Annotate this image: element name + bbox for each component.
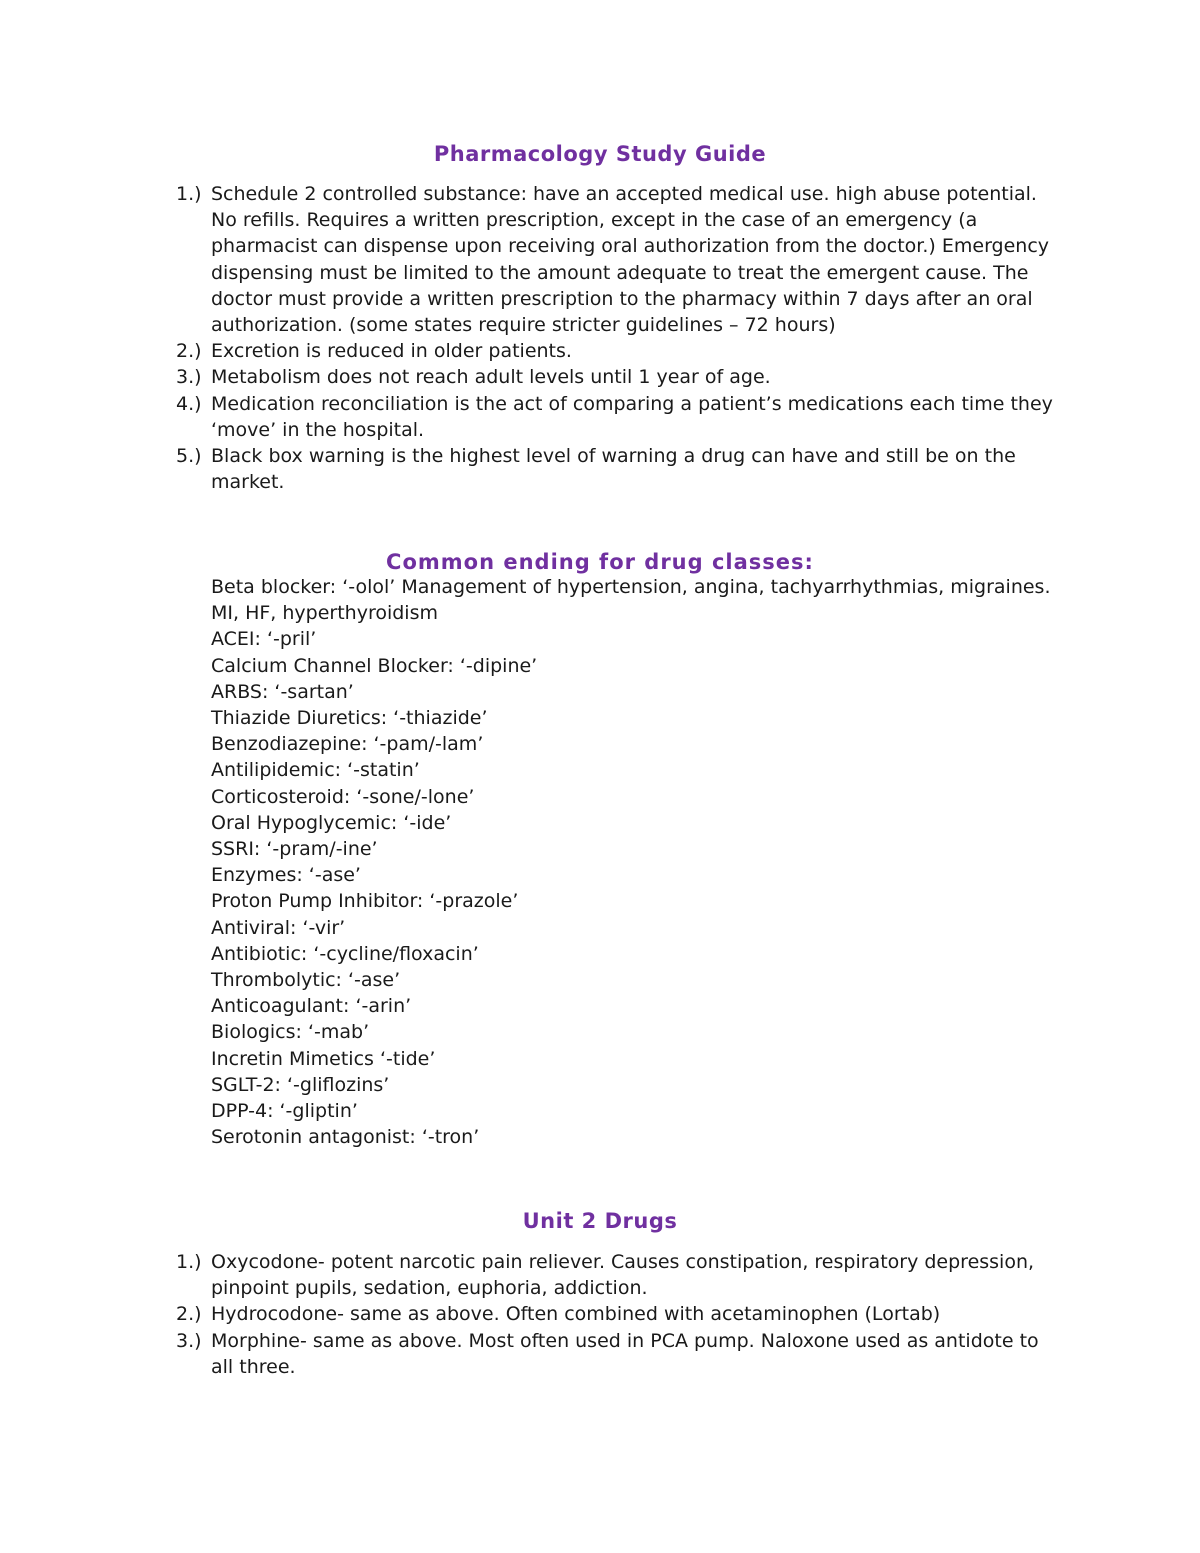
list-item [176, 1249, 1056, 1301]
drug-ending-item: DPP-4: ‘-gliptin’ [211, 1100, 358, 1123]
list-item-number: 2.) [176, 1303, 202, 1326]
drug-endings-list [211, 574, 1051, 1150]
drug-ending-item: Proton Pump Inhibitor: ‘-prazole’ [211, 890, 519, 913]
drug-ending-item: Biologics: ‘-mab’ [211, 1021, 370, 1044]
drug-ending-item: Corticosteroid: ‘-sone/-lone’ [211, 785, 475, 808]
drug-ending-item: ACEI: ‘-pril’ [211, 628, 317, 651]
list-item-text: Morphine- same as above. Most often used in PCA pump. Naloxone used as antidote to all three. [211, 1329, 1039, 1378]
list-item-text: Schedule 2 controlled substance: have an accepted medical use. high abuse potential. No refills. Requires a written prescription, except in the case of an emergency (a pharmacist can dispense upon receiving oral authorization from the doctor.) Emergency dispensing must be limited to the amount adequate to treat the emergent cause. The doctor must provide a written prescription to the pharmacy within 7 days after an oral authorization. (some states require stricter guidelines – 72 hours) [211, 183, 1050, 337]
list-item-text: Hydrocodone- same as above. Often combined with acetaminophen (Lortab) [211, 1303, 941, 1326]
list-item [176, 181, 1056, 338]
list-item-number: 1.) [176, 1251, 202, 1273]
list-item [176, 443, 1056, 495]
list-item [176, 338, 1056, 364]
unit2-list [176, 1249, 1056, 1380]
drug-ending-item: ARBS: ‘-sartan’ [211, 680, 354, 703]
drug-ending-item: Serotonin antagonist: ‘-tron’ [211, 1126, 480, 1149]
drug-ending-item: Oral Hypoglycemic: ‘-ide’ [211, 811, 452, 834]
drug-ending-item: Enzymes: ‘-ase’ [211, 864, 361, 887]
document-title: Pharmacology Study Guide [433, 142, 767, 166]
list-item [176, 364, 1056, 390]
list-item [176, 391, 1056, 443]
list-item-number: 5.) [176, 445, 202, 468]
list-item-number: 3.) [176, 1329, 202, 1352]
list-item-number: 3.) [176, 366, 202, 389]
drug-ending-item: Benzodiazepine: ‘-pam/-lam’ [211, 733, 484, 756]
list-item-text: Oxycodone- potent narcotic pain reliever. Causes constipation, respiratory depression, pinpoint pupils, sedation, euphoria, addiction. [211, 1251, 1035, 1300]
drug-ending-item: SSRI: ‘-pram/-ine’ [211, 838, 378, 861]
list-item-text: Metabolism does not reach adult levels until 1 year of age. [211, 366, 771, 389]
drug-endings-heading: Common ending for drug classes: [386, 550, 814, 574]
drug-ending-item: Antilipidemic: ‘-statin’ [211, 759, 420, 782]
drug-ending-item: SGLT-2: ‘-gliflozins’ [211, 1073, 390, 1096]
drug-ending-item: Calcium Channel Blocker: ‘-dipine’ [211, 654, 538, 677]
drug-ending-item: Antiviral: ‘-vir’ [211, 916, 346, 939]
drug-ending-item: Anticoagulant: ‘-arin’ [211, 995, 412, 1018]
list-item-number: 1.) [176, 183, 202, 205]
drug-ending-item: Antibiotic: ‘-cycline/floxacin’ [211, 942, 479, 965]
list-item-number: 2.) [176, 340, 202, 363]
unit2-heading: Unit 2 Drugs [522, 1209, 678, 1233]
drug-ending-item: Beta blocker: ‘-olol’ Management of hypertension, angina, tachyarrhythmias, migraines. MI, HF, hyperthyroidism [211, 576, 1051, 625]
intro-list [176, 181, 1056, 495]
list-item [176, 1328, 1056, 1380]
list-item [176, 1301, 1056, 1327]
list-item-number: 4.) [176, 392, 202, 415]
list-item-text: Excretion is reduced in older patients. [211, 340, 572, 363]
drug-ending-item: Thiazide Diuretics: ‘-thiazide’ [211, 707, 488, 730]
drug-ending-item: Thrombolytic: ‘-ase’ [211, 969, 401, 992]
drug-ending-item: Incretin Mimetics ‘-tide’ [211, 1047, 436, 1070]
list-item-text: Medication reconciliation is the act of comparing a patient’s medications each time they ‘move’ in the hospital. [211, 392, 1053, 441]
list-item-text: Black box warning is the highest level of warning a drug can have and still be on the market. [211, 445, 1016, 494]
